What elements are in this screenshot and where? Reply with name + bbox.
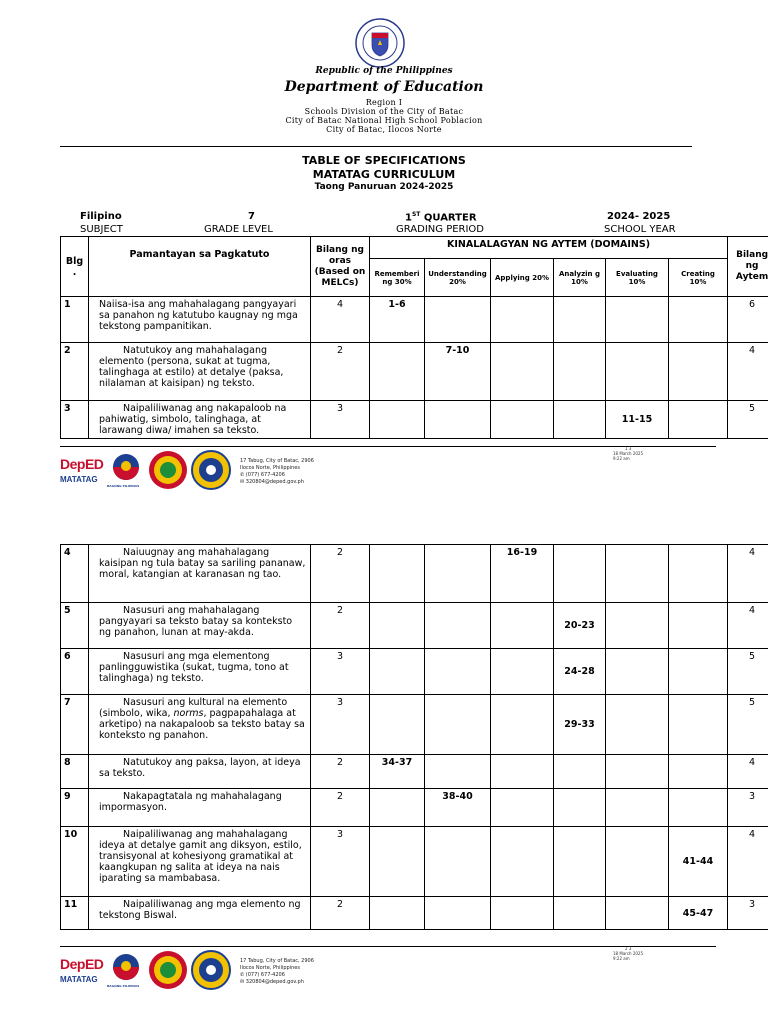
understanding-cell <box>425 603 491 649</box>
grade-value: 7 <box>248 211 255 222</box>
evaluating-cell <box>606 897 669 930</box>
col-hours: Bilang ng oras (Based on MELCs) <box>311 237 370 297</box>
analyzing-cell <box>554 401 606 439</box>
creating-cell <box>669 297 728 343</box>
hours-cell: 2 <box>311 897 370 930</box>
footer-contact-2 <box>240 958 314 986</box>
footer-phone: ✆ (077) 677-4206 <box>240 472 285 478</box>
footer-contact-1 <box>240 458 314 486</box>
department-label: Department of Education <box>284 79 484 95</box>
subject-label: SUBJECT <box>80 224 123 235</box>
footer-page-1: 1 3 18 March 2025 9:22 am <box>613 446 644 461</box>
creating-cell <box>669 649 728 695</box>
evaluating-cell <box>606 789 669 827</box>
bagong-pilipinas-icon <box>106 452 146 486</box>
footer-phone: ✆ (077) 677-4206 <box>240 972 285 978</box>
competency-text: Natutukoy ang paksa, layon, at ideya sa teksto. <box>89 755 311 789</box>
remembering-cell: 34-37 <box>370 755 425 789</box>
remembering-cell <box>370 827 425 897</box>
understanding-cell <box>425 897 491 930</box>
row-number: 3 <box>61 401 89 439</box>
creating-cell <box>669 343 728 401</box>
total-items-cell: 4 <box>728 827 768 897</box>
evaluating-cell <box>606 649 669 695</box>
footer-email: ✉ 320804@deped.gov.ph <box>240 979 304 985</box>
competency-text: Naiuugnay ang mahahalagang kaisipan ng tula batay sa sariling pananaw, moral, katangian at karanasan ng tao. <box>89 545 311 603</box>
creating-cell <box>669 545 728 603</box>
phone-icon: ✆ <box>240 972 245 978</box>
col-applying: Applying 20% <box>491 259 554 297</box>
hours-cell: 2 <box>311 755 370 789</box>
hours-cell: 3 <box>311 827 370 897</box>
col-domains: KINALALAGYAN NG AYTEM (DOMAINS) <box>370 237 728 259</box>
row-number: 9 <box>61 789 89 827</box>
remembering-cell <box>370 897 425 930</box>
analyzing-cell <box>554 297 606 343</box>
evaluating-cell: 11-15 <box>606 401 669 439</box>
school-seal-icon <box>191 450 231 490</box>
table-row <box>61 789 768 827</box>
school-label: City of Batac National High School Poblacion <box>285 116 483 125</box>
total-items-cell: 5 <box>728 401 768 439</box>
row-number: 1 <box>61 297 89 343</box>
col-creating: Creating 10% <box>669 259 728 297</box>
creating-cell <box>669 603 728 649</box>
row-number: 7 <box>61 695 89 755</box>
col-evaluating: Evaluating 10% <box>606 259 669 297</box>
bagong-label: BAGONG PILIPINAS <box>107 484 140 488</box>
applying-cell <box>491 297 554 343</box>
table-row <box>61 297 768 343</box>
creating-cell <box>669 789 728 827</box>
mail-icon: ✉ <box>240 979 245 985</box>
col-analyzing: Analyzin g 10% <box>554 259 606 297</box>
applying-cell <box>491 789 554 827</box>
sy-label: SCHOOL YEAR <box>604 224 676 235</box>
analyzing-cell <box>554 755 606 789</box>
analyzing-cell <box>554 827 606 897</box>
table-row <box>61 343 768 401</box>
region-label: Region I <box>365 98 403 107</box>
col-understanding: Understanding 20% <box>425 259 491 297</box>
competency-text: Naiisa-isa ang mahahalagang pangyayari sa panahon ng katutubo kaugnay ng mga tekstong pampanitikan. <box>89 297 311 343</box>
hours-cell: 2 <box>311 343 370 401</box>
analyzing-cell: 20-23 <box>554 603 606 649</box>
competency-text: Nasusuri ang kultural na elemento (simbolo, wika, norms, pagpapahalaga at arketipo) na nakapaloob sa teksto batay sa konteksto ng panahon. <box>89 695 311 755</box>
hours-cell: 2 <box>311 789 370 827</box>
understanding-cell: 38-40 <box>425 789 491 827</box>
total-items-cell: 6 <box>728 297 768 343</box>
bagong-pilipinas-icon <box>106 952 146 986</box>
table-row <box>61 603 768 649</box>
analyzing-cell: 29-33 <box>554 695 606 755</box>
row-number: 11 <box>61 897 89 930</box>
evaluating-cell <box>606 755 669 789</box>
remembering-cell: 1-6 <box>370 297 425 343</box>
applying-cell <box>491 401 554 439</box>
total-items-cell: 5 <box>728 695 768 755</box>
period-label: GRADING PERIOD <box>396 224 485 235</box>
applying-cell <box>491 897 554 930</box>
applying-cell <box>491 755 554 789</box>
understanding-cell <box>425 755 491 789</box>
applying-cell: 16-19 <box>491 545 554 603</box>
table-row <box>61 545 768 603</box>
evaluating-cell <box>606 297 669 343</box>
col-blg: Blg . <box>61 237 89 297</box>
school-seal-icon <box>191 950 231 990</box>
evaluating-cell <box>606 343 669 401</box>
creating-cell: 41-44 <box>669 827 728 897</box>
footer-addr2: Ilocos Norte, Philippines <box>240 465 300 471</box>
creating-cell <box>669 401 728 439</box>
deped-seal-icon <box>355 18 405 68</box>
deped-logo: DepED <box>60 956 104 972</box>
row-number: 8 <box>61 755 89 789</box>
table-row <box>61 827 768 897</box>
applying-cell <box>491 649 554 695</box>
understanding-cell <box>425 695 491 755</box>
row-number: 5 <box>61 603 89 649</box>
hours-cell: 3 <box>311 695 370 755</box>
tos-table-page1 <box>60 236 768 439</box>
creating-cell <box>669 755 728 789</box>
remembering-cell <box>370 695 425 755</box>
total-items-cell: 3 <box>728 897 768 930</box>
row-number: 10 <box>61 827 89 897</box>
evaluating-cell <box>606 545 669 603</box>
applying-cell <box>491 695 554 755</box>
understanding-cell <box>425 827 491 897</box>
row-number: 2 <box>61 343 89 401</box>
matatag-logo: MATATAG <box>60 475 98 484</box>
table-row <box>61 755 768 789</box>
applying-cell <box>491 827 554 897</box>
footer-logos-2 <box>60 950 235 990</box>
competency-text: Naipaliliwanag ang nakapaloob na pahiwatig, simbolo, talinghaga, at larawang diwa/ imahen sa teksto. <box>89 401 311 439</box>
row-number: 6 <box>61 649 89 695</box>
deped-logo: DepED <box>60 456 104 472</box>
col-remembering: Rememberi ng 30% <box>370 259 425 297</box>
understanding-cell <box>425 649 491 695</box>
republic-label: Republic of the Philippines <box>315 66 453 76</box>
understanding-cell: 7-10 <box>425 343 491 401</box>
sy-value: 2024- 2025 <box>607 211 671 222</box>
footer-addr2: Ilocos Norte, Philippines <box>240 965 300 971</box>
applying-cell <box>491 343 554 401</box>
mail-icon: ✉ <box>240 479 245 485</box>
competency-text: Naipaliliwanag ang mahahalagang ideya at detalye gamit ang diksyon, estilo, transisyonal at kohesiyong gramatikal at kaangkupan ng salita at ideya na nais iparating sa mambabasa. <box>89 827 311 897</box>
doc-school-year: Taong Panuruan 2024-2025 <box>314 182 454 192</box>
remembering-cell <box>370 343 425 401</box>
table-row <box>61 649 768 695</box>
doc-subtitle: MATATAG CURRICULUM <box>312 168 456 181</box>
evaluating-cell <box>606 827 669 897</box>
matatag-logo: MATATAG <box>60 975 98 984</box>
table-row <box>61 897 768 930</box>
division-label: Schools Division of the City of Batac <box>304 107 464 116</box>
division-seal-icon <box>148 950 188 990</box>
hours-cell: 2 <box>311 603 370 649</box>
col-items: Bilang ng Aytem <box>728 237 768 297</box>
analyzing-cell: 24-28 <box>554 649 606 695</box>
competency-text: Natutukoy ang mahahalagang elemento (persona, sukat at tugma, talinghaga at estilo) at detalye (paksa, nilalaman at kaisipan) ng teksto. <box>89 343 311 401</box>
understanding-cell <box>425 297 491 343</box>
subject-value: Filipino <box>80 211 122 222</box>
address-label: City of Batac, Ilocos Norte <box>326 125 442 134</box>
footer-logos-1 <box>60 450 235 490</box>
total-items-cell: 5 <box>728 649 768 695</box>
table-row <box>61 401 768 439</box>
quarter-value: 1ST QUARTER <box>405 211 477 224</box>
footer-addr1: 17 Tabug, City of Batac, 2906 <box>240 958 314 964</box>
analyzing-cell <box>554 789 606 827</box>
table-row <box>61 695 768 755</box>
remembering-cell <box>370 603 425 649</box>
doc-title: TABLE OF SPECIFICATIONS <box>302 154 466 167</box>
footer-page-2: 2 3 18 March 2025 9:22 am <box>613 946 644 961</box>
total-items-cell: 4 <box>728 603 768 649</box>
creating-cell <box>669 695 728 755</box>
competency-text: Naipaliliwanag ang mga elemento ng tekstong Biswal. <box>89 897 311 930</box>
competency-text: Nasusuri ang mga elementong panlingguwistika (sukat, tugma, tono at talinghaga) ng teksto. <box>89 649 311 695</box>
phone-icon: ✆ <box>240 472 245 478</box>
competency-text: Nasusuri ang mahahalagang pangyayari sa teksto batay sa konteksto ng panahon, lunan at may-akda. <box>89 603 311 649</box>
understanding-cell <box>425 401 491 439</box>
analyzing-cell <box>554 343 606 401</box>
total-items-cell: 4 <box>728 343 768 401</box>
remembering-cell <box>370 401 425 439</box>
footer-email: ✉ 320804@deped.gov.ph <box>240 479 304 485</box>
hours-cell: 3 <box>311 649 370 695</box>
total-items-cell: 4 <box>728 545 768 603</box>
creating-cell: 45-47 <box>669 897 728 930</box>
total-items-cell: 4 <box>728 755 768 789</box>
hours-cell: 4 <box>311 297 370 343</box>
header-divider <box>60 146 692 147</box>
division-seal-icon <box>148 450 188 490</box>
row-number: 4 <box>61 545 89 603</box>
bagong-label: BAGONG PILIPINAS <box>107 984 140 988</box>
understanding-cell <box>425 545 491 603</box>
evaluating-cell <box>606 603 669 649</box>
total-items-cell: 3 <box>728 789 768 827</box>
applying-cell <box>491 603 554 649</box>
remembering-cell <box>370 545 425 603</box>
competency-text: Nakapagtatala ng mahahalagang impormasyon. <box>89 789 311 827</box>
col-competency: Pamantayan sa Pagkatuto <box>89 237 311 297</box>
analyzing-cell <box>554 897 606 930</box>
remembering-cell <box>370 649 425 695</box>
remembering-cell <box>370 789 425 827</box>
grade-label: GRADE LEVEL <box>204 224 273 235</box>
evaluating-cell <box>606 695 669 755</box>
tos-table-page2 <box>60 544 768 930</box>
hours-cell: 2 <box>311 545 370 603</box>
analyzing-cell <box>554 545 606 603</box>
hours-cell: 3 <box>311 401 370 439</box>
footer-addr1: 17 Tabug, City of Batac, 2906 <box>240 458 314 464</box>
